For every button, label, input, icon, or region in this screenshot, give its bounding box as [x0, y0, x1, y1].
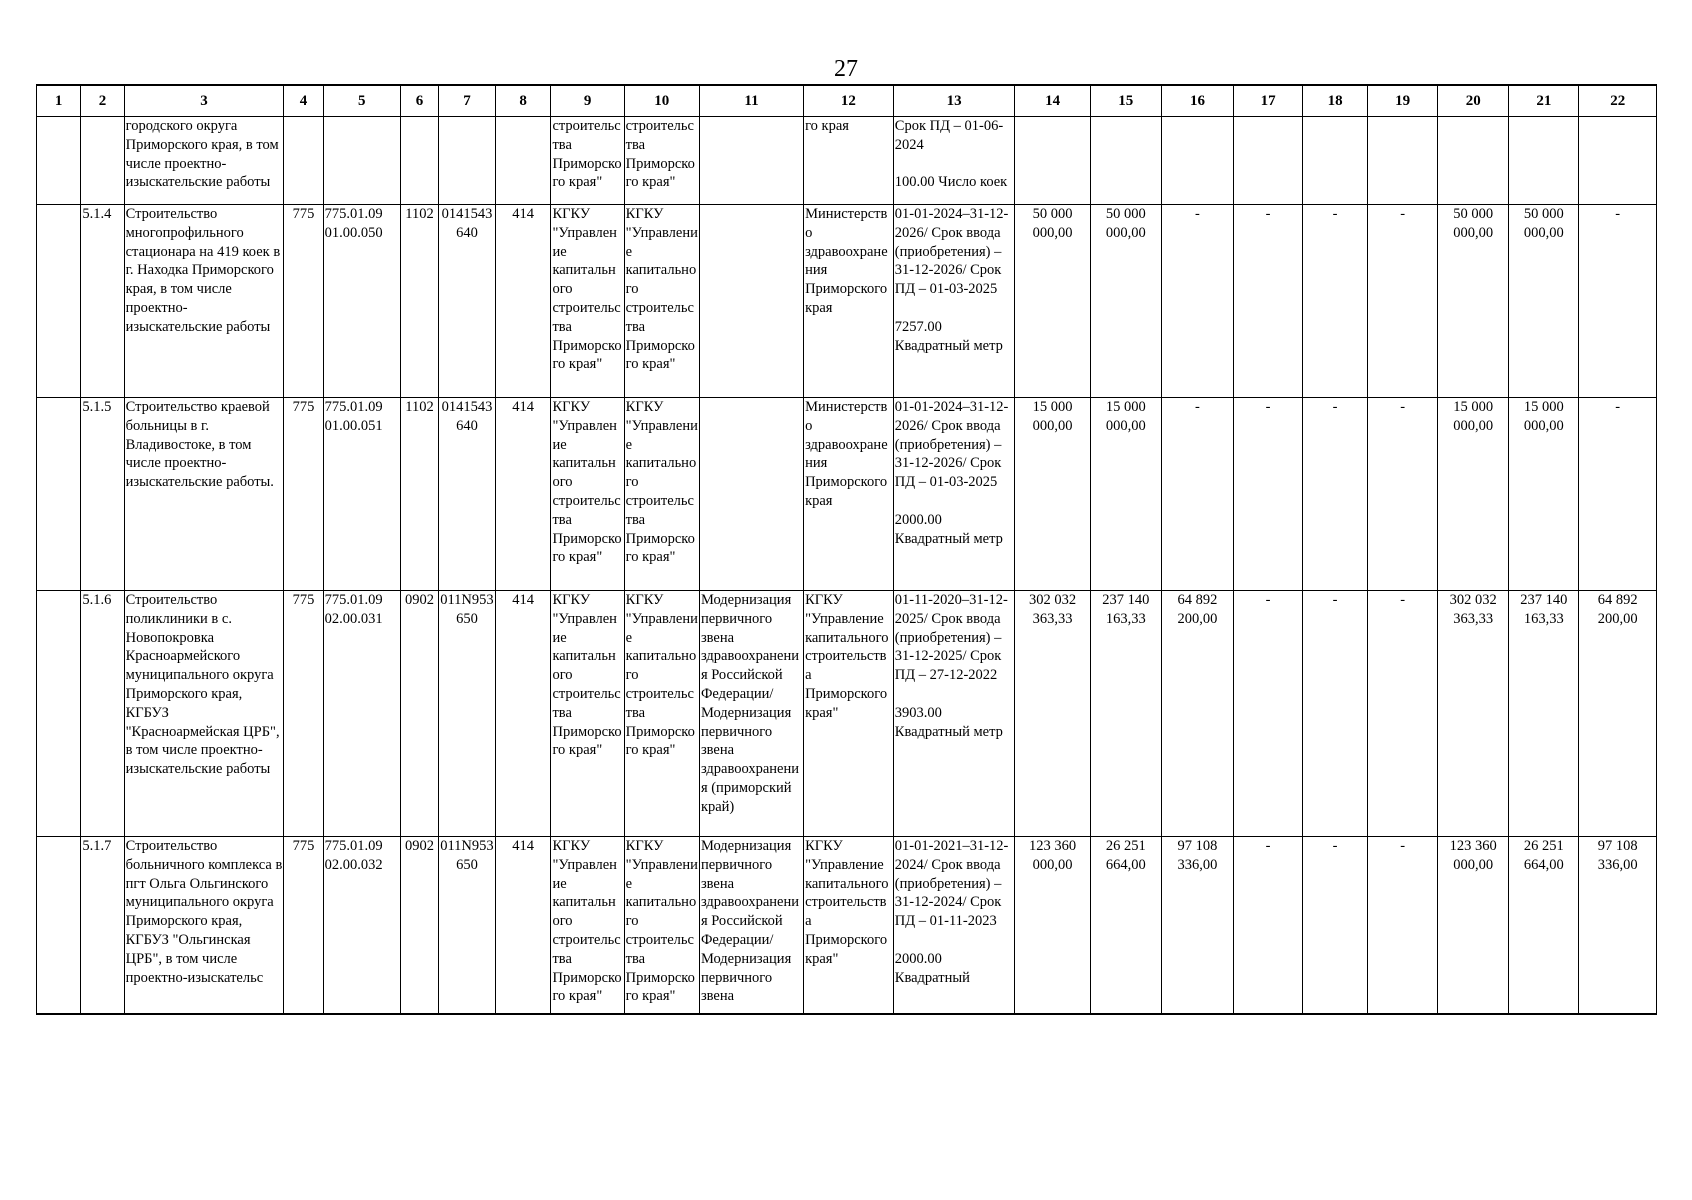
- column-header-10: 10: [624, 85, 699, 117]
- column-header-11: 11: [699, 85, 803, 117]
- cell-col-3: Строительство краевой больницы в г. Владивостоке, в том числе проектно-изыскательские работы.: [124, 398, 284, 591]
- cell-col-19: -: [1368, 837, 1438, 1014]
- cell-col-19: -: [1368, 205, 1438, 398]
- cell-col-14: [1015, 117, 1090, 205]
- cell-col-2: 5.1.7: [81, 837, 124, 1014]
- cell-col-13: 01-11-2020–31-12-2025/ Срок ввода (приобретения) – 31-12-2025/ Срок ПД – 27-12-2022 3903.00 Квадратный метр: [893, 591, 1015, 837]
- cell-col-22: 64 892 200,00: [1579, 591, 1657, 837]
- column-header-22: 22: [1579, 85, 1657, 117]
- cell-col-11: [699, 398, 803, 591]
- cell-col-15: 237 140 163,33: [1090, 591, 1161, 837]
- cell-col-19: -: [1368, 398, 1438, 591]
- cell-col-16: -: [1161, 205, 1233, 398]
- cell-col-13: 01-01-2021–31-12-2024/ Срок ввода (приобретения) – 31-12-2024/ Срок ПД – 01-11-2023 2000.00 Квадратный: [893, 837, 1015, 1014]
- cell-col-18: -: [1303, 837, 1368, 1014]
- cell-col-10: КГКУ "Управление капитального строительства Приморского края": [624, 398, 699, 591]
- cell-col-16: 97 108 336,00: [1161, 837, 1233, 1014]
- cell-col-13: 01-01-2024–31-12-2026/ Срок ввода (приобретения) – 31-12-2026/ Срок ПД – 01-03-2025 7257.00 Квадратный метр: [893, 205, 1015, 398]
- cell-col-2: 5.1.4: [81, 205, 124, 398]
- column-header-2: 2: [81, 85, 124, 117]
- cell-col-9: КГКУ "Управление капитального строительства Приморского края": [551, 591, 624, 837]
- cell-col-17: -: [1234, 205, 1303, 398]
- cell-col-1: [37, 117, 81, 205]
- cell-col-4: 775: [284, 398, 323, 591]
- cell-col-6: 1102: [400, 398, 438, 591]
- cell-col-5: 775.01.09 02.00.032: [323, 837, 400, 1014]
- cell-col-14: 15 000 000,00: [1015, 398, 1090, 591]
- cell-col-1: [37, 591, 81, 837]
- cell-col-19: [1368, 117, 1438, 205]
- cell-col-9: строительства Приморского края": [551, 117, 624, 205]
- cell-col-2: 5.1.5: [81, 398, 124, 591]
- cell-col-9: КГКУ "Управление капитального строительства Приморского края": [551, 205, 624, 398]
- cell-col-18: -: [1303, 591, 1368, 837]
- cell-col-7: 011N953650: [439, 837, 496, 1014]
- cell-col-18: [1303, 117, 1368, 205]
- cell-col-16: -: [1161, 398, 1233, 591]
- cell-col-21: 50 000 000,00: [1509, 205, 1579, 398]
- cell-col-3: Строительство больничного комплекса в пгт Ольга Ольгинского муниципального округа Приморского края, КГБУЗ "Ольгинская ЦРБ", в том числе проектно-изыскательс: [124, 837, 284, 1014]
- cell-col-22: [1579, 117, 1657, 205]
- cell-col-8: 414: [495, 398, 551, 591]
- cell-col-10: строительства Приморского края": [624, 117, 699, 205]
- cell-col-15: 26 251 664,00: [1090, 837, 1161, 1014]
- cell-col-8: [495, 117, 551, 205]
- column-header-3: 3: [124, 85, 284, 117]
- cell-col-3: городского округа Приморского края, в том числе проектно-изыскательские работы: [124, 117, 284, 205]
- cell-col-21: 26 251 664,00: [1509, 837, 1579, 1014]
- table-row: [37, 205, 1657, 398]
- column-header-19: 19: [1368, 85, 1438, 117]
- cell-col-1: [37, 837, 81, 1014]
- cell-col-16: 64 892 200,00: [1161, 591, 1233, 837]
- cell-col-10: КГКУ "Управление капитального строительства Приморского края": [624, 205, 699, 398]
- cell-col-12: Министерство здравоохранения Приморского края: [804, 398, 894, 591]
- cell-col-7: 0141543640: [439, 398, 496, 591]
- cell-col-8: 414: [495, 205, 551, 398]
- cell-col-12: Министерство здравоохранения Приморского края: [804, 205, 894, 398]
- cell-col-4: 775: [284, 205, 323, 398]
- cell-col-21: 237 140 163,33: [1509, 591, 1579, 837]
- cell-col-9: КГКУ "Управление капитального строительства Приморского края": [551, 398, 624, 591]
- header-row: [37, 85, 1657, 117]
- column-header-8: 8: [495, 85, 551, 117]
- cell-col-7: [439, 117, 496, 205]
- cell-col-5: 775.01.09 01.00.050: [323, 205, 400, 398]
- cell-col-5: 775.01.09 01.00.051: [323, 398, 400, 591]
- cell-col-4: 775: [284, 837, 323, 1014]
- cell-col-10: КГКУ "Управление капитального строительства Приморского края": [624, 837, 699, 1014]
- cell-col-5: 775.01.09 02.00.031: [323, 591, 400, 837]
- cell-col-7: 011N953650: [439, 591, 496, 837]
- cell-col-17: -: [1234, 591, 1303, 837]
- cell-col-6: 0902: [400, 591, 438, 837]
- cell-col-12: КГКУ "Управление капитального строительства Приморского края": [804, 837, 894, 1014]
- cell-col-15: [1090, 117, 1161, 205]
- column-header-9: 9: [551, 85, 624, 117]
- cell-col-22: -: [1579, 398, 1657, 591]
- column-header-1: 1: [37, 85, 81, 117]
- cell-col-18: -: [1303, 205, 1368, 398]
- column-header-16: 16: [1161, 85, 1233, 117]
- cell-col-17: -: [1234, 837, 1303, 1014]
- table-row: [37, 117, 1657, 205]
- column-header-20: 20: [1438, 85, 1509, 117]
- cell-col-11: Модернизация первичного звена здравоохранения Российской Федерации/Модернизация первичного звена здравоохранения (приморский край): [699, 591, 803, 837]
- cell-col-11: [699, 205, 803, 398]
- cell-col-20: 302 032 363,33: [1438, 591, 1509, 837]
- table-row: [37, 837, 1657, 1014]
- cell-col-4: 775: [284, 591, 323, 837]
- cell-col-6: 1102: [400, 205, 438, 398]
- column-header-15: 15: [1090, 85, 1161, 117]
- cell-col-9: КГКУ "Управление капитального строительства Приморского края": [551, 837, 624, 1014]
- table-row: [37, 591, 1657, 837]
- column-header-17: 17: [1234, 85, 1303, 117]
- cell-col-22: -: [1579, 205, 1657, 398]
- cell-col-15: 50 000 000,00: [1090, 205, 1161, 398]
- cell-col-8: 414: [495, 591, 551, 837]
- column-header-4: 4: [284, 85, 323, 117]
- cell-col-11: [699, 117, 803, 205]
- page-number: 27: [834, 56, 858, 82]
- column-header-18: 18: [1303, 85, 1368, 117]
- table-row: [37, 398, 1657, 591]
- cell-col-1: [37, 398, 81, 591]
- cell-col-10: КГКУ "Управление капитального строительства Приморского края": [624, 591, 699, 837]
- cell-col-20: 15 000 000,00: [1438, 398, 1509, 591]
- cell-col-17: [1234, 117, 1303, 205]
- cell-col-2: 5.1.6: [81, 591, 124, 837]
- cell-col-5: [323, 117, 400, 205]
- cell-col-12: го края: [804, 117, 894, 205]
- cell-col-18: -: [1303, 398, 1368, 591]
- cell-col-1: [37, 205, 81, 398]
- cell-col-7: 0141543640: [439, 205, 496, 398]
- cell-col-20: 50 000 000,00: [1438, 205, 1509, 398]
- cell-col-3: Строительство многопрофильного стационара на 419 коек в г. Находка Приморского края, в том числе проектно-изыскательские работы: [124, 205, 284, 398]
- cell-col-6: [400, 117, 438, 205]
- column-header-6: 6: [400, 85, 438, 117]
- cell-col-11: Модернизация первичного звена здравоохранения Российской Федерации/Модернизация первичного звена: [699, 837, 803, 1014]
- cell-col-20: 123 360 000,00: [1438, 837, 1509, 1014]
- cell-col-17: -: [1234, 398, 1303, 591]
- column-header-13: 13: [893, 85, 1015, 117]
- cell-col-12: КГКУ "Управление капитального строительства Приморского края": [804, 591, 894, 837]
- cell-col-13: 01-01-2024–31-12-2026/ Срок ввода (приобретения) – 31-12-2026/ Срок ПД – 01-03-2025 2000.00 Квадратный метр: [893, 398, 1015, 591]
- column-header-12: 12: [804, 85, 894, 117]
- cell-col-20: [1438, 117, 1509, 205]
- cell-col-6: 0902: [400, 837, 438, 1014]
- cell-col-16: [1161, 117, 1233, 205]
- cell-col-8: 414: [495, 837, 551, 1014]
- cell-col-14: 123 360 000,00: [1015, 837, 1090, 1014]
- cell-col-14: 50 000 000,00: [1015, 205, 1090, 398]
- cell-col-2: [81, 117, 124, 205]
- cell-col-22: 97 108 336,00: [1579, 837, 1657, 1014]
- cell-col-21: 15 000 000,00: [1509, 398, 1579, 591]
- cell-col-4: [284, 117, 323, 205]
- column-header-7: 7: [439, 85, 496, 117]
- cell-col-21: [1509, 117, 1579, 205]
- cell-col-3: Строительство поликлиники в с. Новопокровка Красноармейского муниципального округа Приморского края, КГБУЗ "Красноармейская ЦРБ", в том числе проектно-изыскательские работы: [124, 591, 284, 837]
- cell-col-13: Срок ПД – 01-06-2024 100.00 Число коек: [893, 117, 1015, 205]
- cell-col-14: 302 032 363,33: [1015, 591, 1090, 837]
- column-header-5: 5: [323, 85, 400, 117]
- column-header-21: 21: [1509, 85, 1579, 117]
- cell-col-15: 15 000 000,00: [1090, 398, 1161, 591]
- budget-table: [36, 84, 1657, 1015]
- cell-col-19: -: [1368, 591, 1438, 837]
- column-header-14: 14: [1015, 85, 1090, 117]
